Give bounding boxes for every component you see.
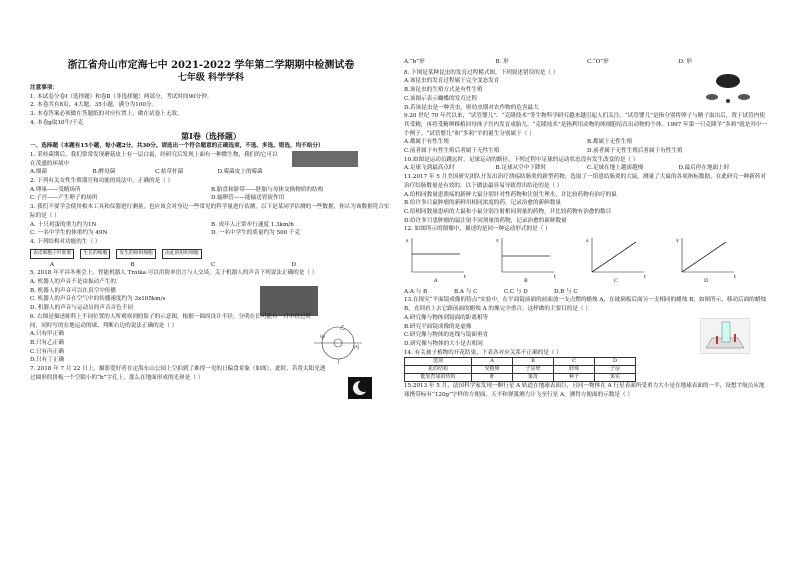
q9-option-b[interactable]: B.都属于无性生殖: [587, 139, 633, 146]
q14-stem: 14. 有关被子植物的开花结果，下表各对应关系不正确的是（ ）: [404, 349, 562, 356]
robot-photo: [260, 286, 318, 316]
q3-option-a[interactable]: A. 十只鸡蛋的重力约为1N: [30, 221, 97, 228]
question-5: [30, 269, 392, 313]
exam-title: 浙江省舟山市定海七中 2021-2022 学年第二学期期中检测试卷: [67, 60, 355, 71]
table-cell: 子房: [595, 366, 636, 374]
svg-text:s: s: [586, 238, 589, 245]
table-cell: 子房壁: [513, 366, 554, 374]
q8-stem: 8. 下图是某种昆虫的发育过程模式图，下列叙述错误的是（ ）: [404, 69, 559, 76]
q4-flow-box: 生长的细胞: [80, 249, 110, 259]
q13-option-a[interactable]: A.研究像与物体到镜面的距离相等: [404, 314, 489, 321]
q6-option-b[interactable]: B.只有乙正确: [30, 339, 64, 346]
diagram-label-bing: 丙: [354, 344, 360, 351]
note-item: 3. 本卷答案必须做在答题纸的对应位置上，做在试卷上无效。: [30, 111, 183, 118]
q12-option-a[interactable]: A.A 与 B: [404, 288, 428, 295]
q2-stem: 2. 下列有关女性生殖器官和功能的说法中，正确的是（ ）: [30, 178, 174, 185]
q1-option-a[interactable]: A.细菌: [30, 169, 48, 176]
graph-label-c: C: [614, 278, 618, 285]
q4-flow-box: 表皮细胞子叶胚胎: [30, 249, 74, 259]
graph-label-b: B: [524, 278, 528, 285]
q4-label-a[interactable]: A: [50, 261, 55, 268]
table-header: D: [595, 358, 636, 366]
q12-option-d[interactable]: D.B 与 C: [554, 288, 578, 295]
partial-eclipse-photo: [348, 377, 372, 399]
q4-label-b[interactable]: B: [130, 261, 135, 268]
part1-title: 第Ⅰ卷（选择题）: [181, 130, 241, 141]
q13-stem: 13.在探究“平面镜成像的特点”实验中，在平面镜前面的前面放一支点燃的蜡烛 A，在玻璃板后面另一支相同的蜡烛 B，如图所示，移动后面的蜡烛 B，直到看上去它跟前面的蜡烛 A 的像完全重合。这样做的主要目的是（ ）: [404, 297, 766, 313]
svg-text:t: t: [734, 274, 737, 281]
table-cell: 果皮: [513, 374, 554, 382]
table-cell: 受精卵: [472, 366, 513, 374]
q4-flow-box: 发生的组织细胞: [116, 249, 156, 259]
question-11: [404, 173, 770, 225]
q10-stem: 10.如图是运动员跳远时，足球运动的路径，下列过程中足球的运动状态没有发生改变的是（ ）: [404, 156, 639, 163]
notes-heading: 注意事项：: [30, 85, 58, 91]
right-column: [404, 59, 770, 400]
left-column: [30, 60, 392, 383]
q13-option-d[interactable]: D.研究像与物体的大小是否相同: [404, 340, 483, 347]
q11-stem: 11.2017 年 5 月美国研究团队开发出治疗溃疡结肠炎的新型药物，选取了一组患结肠炎的大鼠，测量了大鼠的各项指标数据，在此研究一种新药对治疗结肠数量是有效的，以下做法最容易导致得出结论的是（ ）: [404, 174, 767, 189]
q9-option-c[interactable]: C.前者属于有性生殖后者属于无性生殖: [404, 148, 500, 155]
q8-option-a[interactable]: A.该昆虫的发育过程属于完全变态发育: [404, 78, 500, 85]
q8-option-c[interactable]: C.该图示表示蝴蝶的发育过程: [404, 95, 477, 102]
q7-option-b[interactable]: B. 形: [495, 59, 509, 65]
diagram-label-jia: 甲: [320, 334, 326, 341]
q12-option-b[interactable]: B.A 与 C: [454, 288, 478, 295]
svg-text:t: t: [554, 274, 557, 281]
q5-option-b[interactable]: B. 机器人的声音可以在真空中传播: [30, 287, 116, 294]
q9-stem: 9.20 世纪 70 年代以来，“试管婴儿”、“克隆技术”等生物科学研究越来越引起人们关注。“试管婴儿”是指分别将卵子与精子取出后，置于试管内使其受精，再将受精卵移植回母体子宫内发育成胎儿。“克隆技术”是指利用动物的体细胞培育出动物的个体。1997 年第一只克隆羊“多莉”就是其中一个例子。“试管婴儿”和“多莉”羊的诞生分别属于（ ）: [404, 113, 768, 137]
question-10: [404, 156, 770, 173]
diagram-label-yi: 乙: [340, 324, 346, 331]
q1-option-b[interactable]: B.酵母菌: [92, 169, 116, 176]
graph-label-a: A: [434, 278, 438, 285]
q13-option-c[interactable]: C.研究像与物体的连线与镜面垂直: [404, 332, 489, 339]
note-item: 4. 本卷g取10牛/千克: [30, 119, 84, 126]
q9-option-a[interactable]: A.都属于有性生殖: [404, 139, 449, 146]
note-item: 2. 本卷共有8页，4大题，35小题，满分为100分。: [30, 102, 158, 109]
table-cell: 胚珠: [554, 366, 595, 374]
table-header: B: [513, 358, 554, 366]
q5-option-d[interactable]: D. 机器人的声音与运动员的声音音色不同: [30, 305, 133, 312]
q8-option-b[interactable]: B.该昆虫的生殖方式是有性生殖: [404, 87, 483, 94]
svg-text:t: t: [464, 274, 467, 281]
question-3: [30, 203, 392, 238]
svg-text:t: t: [644, 274, 647, 281]
question-13: [404, 296, 770, 348]
table-cell: 种子: [554, 374, 595, 382]
q2-option-a[interactable]: A.卵巢——受精场所: [30, 186, 81, 193]
question-4: [30, 238, 392, 269]
question-1: [30, 151, 392, 177]
q4-label-c[interactable]: C: [211, 261, 216, 268]
q15-stem: 15.2013 年 5 月，法国科学家发现一颗行星 A 轨道在地球表面巨，且同一物体在 A 行星表面所受重力大小是在地球表面的一半，设想宇航员从地球携带标有“120g”字样的方便面、天平和弹簧测力计飞至行星 A，测得方便面的示数是（ ）: [404, 383, 765, 399]
q3-option-c[interactable]: C. 一名中学生的体重约为 49N: [30, 230, 108, 237]
q4-flow-diagram: [30, 249, 392, 259]
table-header: 选项: [405, 358, 472, 366]
q10-option-b[interactable]: B.足球从空中下降时: [495, 165, 547, 172]
svg-text:s: s: [406, 238, 409, 245]
q7-option-a[interactable]: A.“b”形: [404, 59, 425, 65]
table-cell: 能发育成的结构: [405, 374, 472, 382]
svg-text:v: v: [496, 238, 499, 245]
motion-graphs: [404, 234, 770, 284]
q7-option-c[interactable]: C.“O”形: [587, 59, 609, 65]
table-cell: 果实: [595, 374, 636, 382]
part1-instructions: 一、选择题（本题有15小题，每小题2分，共30分。请选出一个符合题意的正确选项，不选、多选、错选，均不给分）: [30, 143, 324, 150]
q2-option-b[interactable]: B.胎盘和脐带——胚胎与母体交换物质的结构: [211, 186, 324, 193]
insect-lifecycle-diagram: [704, 71, 752, 105]
q3-option-b[interactable]: B. 成年人正常步行速度 1.3km/h: [211, 221, 294, 228]
question-12: [404, 225, 770, 296]
q5-stem: 5. 2018 年平昌冬奥会上，智能机器人 Troika 可以用简单语言与人交谈，关于机器人的声音下列说法正确的是（ ）: [30, 270, 318, 277]
note-item: 1. 本试卷分卷Ⅰ（选择题）和卷Ⅱ（非选择题）两部分，考试时间90分钟。: [30, 93, 213, 100]
q10-option-a[interactable]: A.足球飞到最高点时: [404, 165, 455, 172]
q9-option-d[interactable]: D.前者属于无性生殖后者属于有性生殖: [587, 148, 683, 155]
q7-stem: 7. 2018 年 7 月 22 日上，摄影爱好者在定海东山公园上空拍到了难得一见的日偏食景象（如图），此时，若将太阳光透过圆形的拼板一个空隙小的“b”字孔上，那么在地面形成的光斑是（ ）: [30, 366, 326, 381]
mirror-experiment-diagram: [700, 318, 750, 354]
q8-option-d[interactable]: D.若该昆虫是一种害虫，则幼虫期对农作物的危害最大: [404, 104, 539, 111]
question-2: [30, 177, 392, 203]
question-15: [404, 382, 770, 399]
q2-option-d[interactable]: D.输卵管——能输送胃液作用: [211, 195, 285, 202]
question-6: [30, 313, 392, 365]
q4-stem: 4. 下列结构对功能的生（ ）: [30, 238, 101, 245]
q4-label-d[interactable]: D: [291, 261, 296, 268]
table-header: A: [472, 358, 513, 366]
table-header: C: [554, 358, 595, 366]
q6-option-d[interactable]: D.只有丁正确: [30, 357, 65, 364]
question-9: [404, 112, 770, 156]
graph-b: [495, 238, 556, 284]
q6-option-a[interactable]: A.只有甲正确: [30, 331, 64, 338]
q2-option-c[interactable]: C.子宫——产生卵子的场所: [30, 195, 98, 202]
q4-flow-box: 由此的组织细胞: [162, 249, 202, 259]
q1-option-c[interactable]: C.枯草杆菌: [155, 169, 184, 176]
question-7: [30, 365, 392, 382]
table-cell: 花的结构: [405, 366, 472, 374]
q14-table: [404, 357, 636, 382]
q3-stem: 3. 我们不要学会使用根本工具和仪器进行测量，也应该会对身边一些常见的科学量进行估测，以下是某同学估测的一些数据，你认为该数据符合实际的是（ ）: [30, 204, 390, 219]
graph-d: [675, 238, 736, 284]
q13-option-b[interactable]: B.研究平面镜成像的是虚像: [404, 323, 472, 330]
earth-shadow-diagram: [310, 319, 366, 367]
mushroom-photo: [292, 151, 358, 167]
graph-label-d: D: [704, 278, 709, 285]
q1-option-d[interactable]: D.霉菌皮上的霉菌: [217, 169, 263, 176]
diagram-label-ding: 丁: [336, 358, 342, 365]
q7-options: [404, 58, 770, 67]
q11-option-c[interactable]: C.给相同数量患病的大鼠和小鼠分别注射相同剂量的药物，并比较药物有治愈的数目: [404, 208, 612, 215]
graph-c: [586, 238, 646, 284]
table-cell: 胚: [472, 374, 513, 382]
q11-option-d[interactable]: D.给许多只患肿瘤的鼠注射不同剂量的药物，记录治愈的新鲜数量: [404, 217, 567, 224]
q6-option-c[interactable]: C.只有丙正确: [30, 348, 64, 355]
q1-stem: 1. 采桂菌期后，我们常常发现蘑菇皮上有一层白霜，经研究后发现上面有一种微生物，我们的它可以在茂盛的环境中: [30, 151, 278, 167]
q12-option-c[interactable]: C.C 与 D: [504, 288, 528, 295]
exam-subtitle: 七年级 科学学科: [177, 73, 245, 83]
q5-option-a[interactable]: A. 机器人的声音不是由振动产生的: [30, 279, 116, 286]
question-8: [404, 69, 770, 113]
q10-option-c[interactable]: C.足球在地上越滚越慢: [587, 165, 644, 172]
q3-option-d[interactable]: D. 一名中学生的质量约为 500 千克: [211, 230, 301, 237]
svg-text:v: v: [676, 238, 679, 245]
q11-option-a[interactable]: A.给相同数量患溃疡的新鲜大鼠分别针对性药物和注射生理水，并比较药物有治疗的鼠: [404, 191, 617, 198]
q6-stem: 6. 右图是描述蛙科上不同位置的人所观察到的影子的示意图，根据一圆周设计半径，分明在长可能有一月中经过时间，同时写的在地运动的球，判断右边的说法正确的是（ ）: [30, 313, 312, 329]
q7-option-d[interactable]: D. 形: [678, 59, 692, 65]
q10-option-d[interactable]: D.最后停在地面上时: [678, 165, 730, 172]
q5-option-c[interactable]: C. 机器人的声音在空气中的传播速度约为 3x105km/s: [30, 296, 166, 303]
q11-option-b[interactable]: B.给许多只鼠肿瘤的新鲜用相同浓度的药，记录治愈的新鲜数量: [404, 200, 561, 207]
q12-stem: 12. 如图所示的图像中，描述的是同一种运动形式的是（ ）: [404, 226, 551, 233]
graph-a: [406, 238, 466, 284]
